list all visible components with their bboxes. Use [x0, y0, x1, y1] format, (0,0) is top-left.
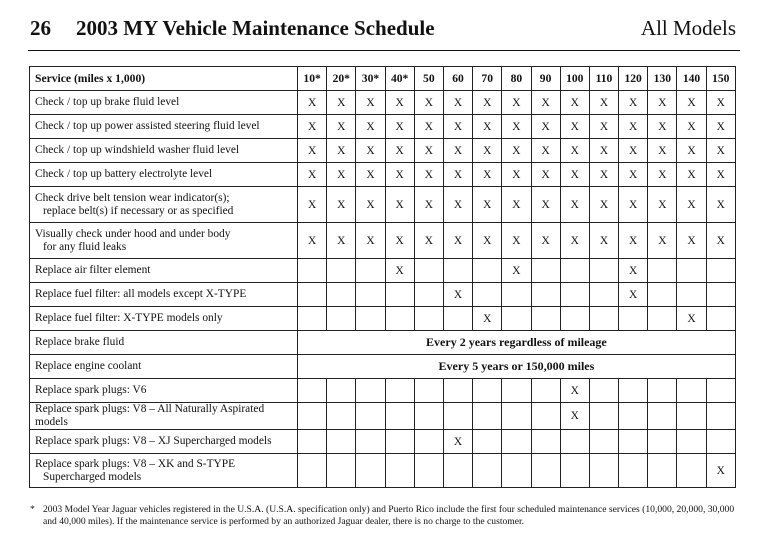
schedule-cell: X — [327, 91, 356, 115]
table-row — [30, 115, 736, 139]
schedule-cell: X — [443, 430, 472, 454]
service-label-line: Replace fuel filter: X-TYPE models only — [35, 312, 223, 324]
schedule-cell: X — [298, 223, 327, 259]
schedule-cell: X — [677, 91, 706, 115]
service-label-line: Replace air filter element — [35, 264, 151, 276]
schedule-cell — [531, 307, 560, 331]
schedule-cell: X — [589, 139, 618, 163]
service-label-line: Check / top up brake fluid level — [35, 96, 180, 108]
schedule-cell — [473, 379, 502, 403]
schedule-cell — [385, 454, 414, 488]
interval-header: 130 — [648, 67, 677, 91]
schedule-cell: X — [648, 223, 677, 259]
schedule-cell: X — [473, 187, 502, 223]
models-label: All Models — [640, 16, 736, 40]
footnote-marker: * — [30, 504, 35, 515]
schedule-cell: X — [560, 403, 589, 430]
schedule-cell: X — [385, 223, 414, 259]
interval-header: 120 — [619, 67, 648, 91]
schedule-cell: X — [619, 187, 648, 223]
schedule-cell — [706, 403, 735, 430]
schedule-cell: X — [589, 223, 618, 259]
schedule-cell — [706, 307, 735, 331]
schedule-cell — [560, 307, 589, 331]
schedule-cell: X — [414, 223, 443, 259]
interval-header: 60 — [443, 67, 472, 91]
schedule-cell — [443, 403, 472, 430]
schedule-cell: X — [706, 91, 735, 115]
service-label-line: Replace spark plugs: V8 – XJ Supercharged models — [35, 435, 272, 447]
service-label — [30, 139, 298, 163]
schedule-cell: X — [531, 115, 560, 139]
schedule-cell — [677, 283, 706, 307]
schedule-cell: X — [706, 223, 735, 259]
schedule-cell: X — [473, 91, 502, 115]
schedule-cell — [648, 307, 677, 331]
schedule-cell: X — [531, 91, 560, 115]
schedule-cell: X — [560, 223, 589, 259]
table-row — [30, 187, 736, 223]
schedule-cell: X — [502, 187, 531, 223]
schedule-cell: X — [298, 91, 327, 115]
table-row — [30, 91, 736, 115]
schedule-cell — [356, 283, 385, 307]
table-header-row — [30, 67, 736, 91]
schedule-cell: X — [619, 139, 648, 163]
footnote-text: 2003 Model Year Jaguar vehicles registered in the U.S.A. (U.S.A. specification only) and Puerto Rico include the first four scheduled maintenance services (10,000, 20,000, 30,000 and 40,000 miles). If the maintenance service is performed by an authorized Jaguar dealer, there is no charge to the customer. — [43, 504, 735, 527]
schedule-cell — [502, 430, 531, 454]
service-label-line: Visually check under hood and under body — [35, 227, 231, 240]
maintenance-schedule-table — [29, 66, 736, 488]
schedule-cell: X — [327, 163, 356, 187]
service-label — [30, 307, 298, 331]
service-label-line: Replace spark plugs: V6 — [35, 384, 147, 396]
schedule-cell — [531, 403, 560, 430]
schedule-cell — [648, 454, 677, 488]
schedule-cell — [298, 259, 327, 283]
schedule-cell: X — [414, 139, 443, 163]
schedule-cell: X — [677, 139, 706, 163]
schedule-cell: X — [619, 91, 648, 115]
schedule-cell — [327, 454, 356, 488]
schedule-cell: X — [385, 139, 414, 163]
interval-header: 70 — [473, 67, 502, 91]
schedule-cell — [531, 259, 560, 283]
schedule-cell: X — [385, 187, 414, 223]
schedule-cell — [589, 379, 618, 403]
schedule-cell — [706, 283, 735, 307]
schedule-cell: X — [619, 115, 648, 139]
schedule-cell: X — [706, 163, 735, 187]
page-number: 26 — [30, 16, 51, 40]
schedule-cell: X — [443, 163, 472, 187]
schedule-cell: X — [531, 139, 560, 163]
table-row — [30, 283, 736, 307]
schedule-cell — [648, 403, 677, 430]
schedule-cell: X — [706, 454, 735, 488]
schedule-cell: X — [706, 187, 735, 223]
interval-header: 90 — [531, 67, 560, 91]
interval-header: 50 — [414, 67, 443, 91]
schedule-cell — [677, 259, 706, 283]
schedule-cell: X — [589, 91, 618, 115]
schedule-cell — [327, 259, 356, 283]
schedule-cell: X — [356, 91, 385, 115]
schedule-cell — [385, 403, 414, 430]
schedule-cell: X — [589, 115, 618, 139]
schedule-cell — [589, 307, 618, 331]
schedule-cell — [443, 379, 472, 403]
schedule-cell: X — [385, 91, 414, 115]
schedule-cell — [560, 430, 589, 454]
service-label — [30, 91, 298, 115]
schedule-cell: X — [443, 139, 472, 163]
service-label-line: replace belt(s) if necessary or as specified — [43, 204, 234, 217]
service-label — [30, 115, 298, 139]
page-header — [28, 8, 740, 51]
schedule-cell — [619, 379, 648, 403]
interval-header: 110 — [589, 67, 618, 91]
schedule-cell — [414, 379, 443, 403]
schedule-cell: X — [473, 139, 502, 163]
service-label-line: Replace fuel filter: all models except X-TYPE — [35, 288, 247, 300]
schedule-cell: X — [560, 115, 589, 139]
schedule-cell — [356, 259, 385, 283]
schedule-cell: X — [560, 91, 589, 115]
schedule-cell: X — [560, 163, 589, 187]
schedule-cell: X — [677, 307, 706, 331]
schedule-cell — [531, 430, 560, 454]
interval-header: 150 — [706, 67, 735, 91]
schedule-cell — [298, 430, 327, 454]
schedule-cell: X — [443, 91, 472, 115]
schedule-cell — [414, 403, 443, 430]
interval-header: 20* — [327, 67, 356, 91]
schedule-cell — [677, 430, 706, 454]
schedule-cell: X — [619, 163, 648, 187]
schedule-cell — [648, 259, 677, 283]
schedule-cell — [677, 454, 706, 488]
schedule-cell — [385, 379, 414, 403]
service-label — [30, 454, 298, 488]
schedule-cell — [414, 259, 443, 283]
schedule-cell: X — [648, 115, 677, 139]
schedule-cell — [502, 379, 531, 403]
table-row — [30, 223, 736, 259]
table-row — [30, 139, 736, 163]
page-title: 2003 MY Vehicle Maintenance Schedule — [76, 16, 435, 40]
schedule-cell — [298, 403, 327, 430]
schedule-cell — [473, 403, 502, 430]
table-row — [30, 379, 736, 403]
schedule-cell: X — [531, 187, 560, 223]
schedule-cell: X — [648, 187, 677, 223]
schedule-cell — [502, 403, 531, 430]
service-label — [30, 223, 298, 259]
schedule-cell: X — [648, 163, 677, 187]
schedule-cell — [706, 379, 735, 403]
schedule-cell — [706, 259, 735, 283]
schedule-cell: X — [327, 139, 356, 163]
service-label — [30, 331, 298, 355]
schedule-cell — [298, 283, 327, 307]
table-row — [30, 307, 736, 331]
schedule-cell — [589, 403, 618, 430]
schedule-cell: X — [473, 223, 502, 259]
service-label — [30, 430, 298, 454]
schedule-cell: X — [706, 139, 735, 163]
schedule-cell: X — [473, 163, 502, 187]
schedule-cell: X — [385, 259, 414, 283]
schedule-cell: X — [443, 187, 472, 223]
schedule-cell: X — [619, 259, 648, 283]
schedule-cell — [619, 403, 648, 430]
schedule-cell: X — [298, 115, 327, 139]
service-label-line: Replace spark plugs: V8 – All Naturally Aspirated models — [35, 403, 265, 428]
schedule-cell: X — [298, 187, 327, 223]
schedule-cell — [677, 403, 706, 430]
schedule-cell — [706, 430, 735, 454]
interval-header: 10* — [298, 67, 327, 91]
schedule-cell: X — [356, 139, 385, 163]
service-label — [30, 379, 298, 403]
schedule-cell: X — [677, 115, 706, 139]
schedule-cell — [473, 454, 502, 488]
service-label — [30, 283, 298, 307]
service-column-header: Service (miles x 1,000) — [30, 67, 298, 91]
schedule-cell — [560, 454, 589, 488]
schedule-cell: X — [531, 163, 560, 187]
service-label-line: Check / top up power assisted steering fluid level — [35, 120, 260, 132]
service-label-line: Replace spark plugs: V8 – XK and S-TYPE — [35, 457, 236, 470]
schedule-cell — [356, 403, 385, 430]
schedule-cell: X — [677, 187, 706, 223]
schedule-cell: X — [473, 307, 502, 331]
schedule-cell: X — [502, 91, 531, 115]
schedule-cell — [385, 307, 414, 331]
schedule-cell: X — [648, 91, 677, 115]
schedule-cell: X — [502, 259, 531, 283]
schedule-cell — [531, 379, 560, 403]
schedule-cell: X — [356, 187, 385, 223]
schedule-cell — [473, 430, 502, 454]
schedule-cell — [414, 307, 443, 331]
interval-note: Every 5 years or 150,000 miles — [298, 355, 736, 379]
service-label — [30, 187, 298, 223]
schedule-cell: X — [677, 223, 706, 259]
schedule-cell — [502, 307, 531, 331]
schedule-cell: X — [589, 187, 618, 223]
schedule-cell — [619, 454, 648, 488]
schedule-cell — [356, 454, 385, 488]
schedule-cell: X — [385, 163, 414, 187]
schedule-cell — [356, 379, 385, 403]
table-row — [30, 430, 736, 454]
schedule-cell: X — [414, 187, 443, 223]
schedule-cell — [648, 379, 677, 403]
service-label — [30, 355, 298, 379]
table-row — [30, 331, 736, 355]
service-label-line: Replace engine coolant — [35, 360, 142, 372]
interval-note: Every 2 years regardless of mileage — [298, 331, 736, 355]
schedule-cell: X — [619, 283, 648, 307]
schedule-cell — [502, 454, 531, 488]
schedule-cell — [414, 283, 443, 307]
schedule-cell — [648, 430, 677, 454]
schedule-cell — [356, 307, 385, 331]
schedule-cell — [385, 430, 414, 454]
schedule-cell — [589, 283, 618, 307]
schedule-cell: X — [443, 223, 472, 259]
schedule-cell: X — [648, 139, 677, 163]
table-row — [30, 355, 736, 379]
schedule-cell: X — [356, 223, 385, 259]
schedule-cell: X — [327, 115, 356, 139]
schedule-cell: X — [327, 223, 356, 259]
schedule-cell — [385, 283, 414, 307]
schedule-cell: X — [356, 115, 385, 139]
schedule-cell: X — [414, 163, 443, 187]
service-label-line: Check / top up windshield washer fluid level — [35, 144, 240, 156]
service-label-line: Check / top up battery electrolyte level — [35, 168, 213, 180]
schedule-cell: X — [473, 115, 502, 139]
schedule-cell: X — [560, 187, 589, 223]
schedule-cell: X — [502, 139, 531, 163]
schedule-cell — [327, 430, 356, 454]
service-label — [30, 403, 298, 430]
schedule-cell — [473, 283, 502, 307]
schedule-cell — [414, 430, 443, 454]
table-row — [30, 163, 736, 187]
schedule-cell: X — [385, 115, 414, 139]
schedule-cell — [443, 259, 472, 283]
service-label-line: Replace brake fluid — [35, 336, 125, 348]
schedule-cell — [443, 307, 472, 331]
schedule-cell — [619, 307, 648, 331]
schedule-cell: X — [560, 379, 589, 403]
service-label-line: Check drive belt tension wear indicator(s); — [35, 191, 230, 204]
table-row — [30, 454, 736, 488]
schedule-cell — [531, 454, 560, 488]
schedule-cell — [298, 379, 327, 403]
schedule-cell — [298, 454, 327, 488]
schedule-cell: X — [502, 163, 531, 187]
schedule-cell: X — [414, 91, 443, 115]
schedule-cell: X — [298, 163, 327, 187]
schedule-cell — [502, 283, 531, 307]
schedule-cell: X — [298, 139, 327, 163]
schedule-cell — [589, 430, 618, 454]
schedule-cell — [443, 454, 472, 488]
schedule-cell — [327, 379, 356, 403]
interval-header: 100 — [560, 67, 589, 91]
schedule-cell: X — [502, 115, 531, 139]
schedule-cell: X — [502, 223, 531, 259]
schedule-cell — [327, 283, 356, 307]
table-row — [30, 259, 736, 283]
interval-header: 30* — [356, 67, 385, 91]
schedule-cell — [677, 379, 706, 403]
schedule-cell: X — [560, 139, 589, 163]
service-label-line: for any fluid leaks — [43, 240, 127, 253]
schedule-cell — [327, 307, 356, 331]
schedule-cell — [298, 307, 327, 331]
schedule-cell: X — [414, 115, 443, 139]
interval-header: 80 — [502, 67, 531, 91]
interval-header: 40* — [385, 67, 414, 91]
interval-header: 140 — [677, 67, 706, 91]
schedule-cell — [414, 454, 443, 488]
schedule-cell — [327, 403, 356, 430]
schedule-cell: X — [706, 115, 735, 139]
schedule-cell: X — [443, 283, 472, 307]
schedule-cell: X — [327, 187, 356, 223]
schedule-cell — [356, 430, 385, 454]
schedule-cell: X — [677, 163, 706, 187]
schedule-cell — [619, 430, 648, 454]
schedule-cell: X — [531, 223, 560, 259]
service-label-line: Supercharged models — [43, 470, 142, 483]
service-label — [30, 259, 298, 283]
service-label — [30, 163, 298, 187]
schedule-cell: X — [619, 223, 648, 259]
schedule-cell — [560, 259, 589, 283]
schedule-cell: X — [356, 163, 385, 187]
table-row — [30, 403, 736, 430]
schedule-cell: X — [443, 115, 472, 139]
schedule-cell — [648, 283, 677, 307]
schedule-cell — [589, 259, 618, 283]
schedule-cell — [560, 283, 589, 307]
schedule-cell — [531, 283, 560, 307]
schedule-cell: X — [589, 163, 618, 187]
schedule-cell — [473, 259, 502, 283]
schedule-cell — [589, 454, 618, 488]
